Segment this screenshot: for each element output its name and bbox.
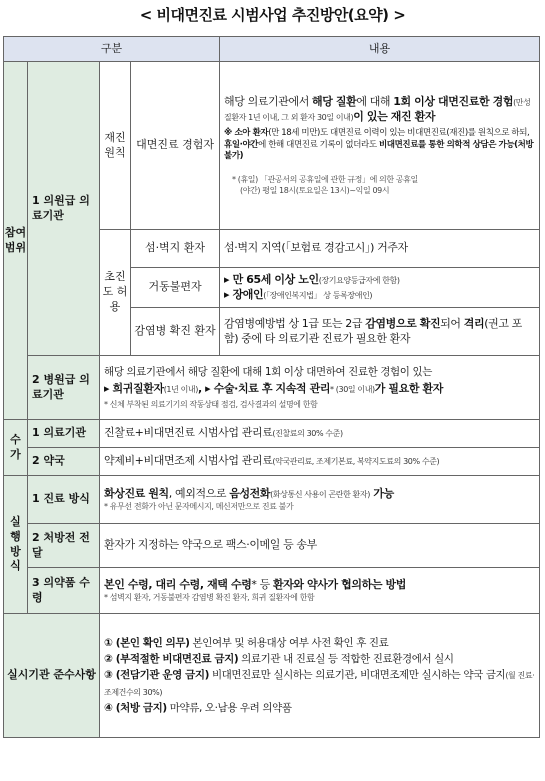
night-note-line: (야간) 평일 18시(토요일은 13시)~익일 09시 [240,185,390,195]
experienced-text: 에 대해 [356,94,394,108]
consult-label: 1 진료 방식 [28,476,100,524]
note-text: 에 한해 대면진료 기록이 없더라도 [258,139,379,150]
holiday-note-line: * (휴일) 「관공서의 공휴일에 관한 규정」에 의한 공휴일 [232,174,418,184]
rule-2 [104,651,535,667]
infection-text: 되어 [440,316,464,330]
header-row [4,37,540,62]
fee-clinic-label: 1 의료기관 [28,420,100,448]
hospital-label: 2 병원급 의료기관 [28,356,100,420]
method-category [4,476,28,614]
experienced-content [220,62,540,230]
rx-label: 2 처방전 전달 [28,524,100,568]
rule-2-text: 의료기관 내 진료실 등 적합한 진료환경에서 실시 [238,653,454,666]
header-content: 내용 [220,37,540,62]
hospital-surgery: , ▸ 수술·치료 후 지속적 관리 [197,381,331,395]
rule-1 [104,635,535,651]
experienced-small: (만성질환자 1년 이내, 그 외 환자 30일 이내) [224,97,531,122]
revisit-label: 재진 원칙 [100,62,131,230]
rules-label: 실시기관 준수사항 [4,614,100,738]
document-title: < 비대면진료 시범사업 추진방안(요약) > [139,6,406,24]
scope-category [4,62,28,420]
rx-content: 환자가 지정하는 약국으로 팩스·이메일 등 송부 [100,524,540,568]
drug-text: 본인 수령, 대리 수령, 재택 수령 [104,577,252,591]
method-label-b: 행 [10,529,21,543]
experienced-note [224,128,535,162]
fee-pharmacy-text: 약제비+비대면조제 시범사업 관리료 [104,454,273,468]
mobility-label: 거동불편자 [131,268,220,308]
infection-text: 격리 [463,316,485,330]
row-fee-pharmacy [4,448,540,476]
experienced-text: 해당 의료기관에서 [224,94,313,108]
rule-1-text: 본인여부 및 허용대상 여부 사전 확인 후 진료 [189,636,389,649]
fee-clinic-note: (진찰료의 30% 수준) [272,429,343,439]
island-label: 섬·벽지 환자 [131,230,220,268]
consult-small: (화상통신 사용이 곤란한 환자) [270,489,370,499]
rule-4-text: 마약류, 오·남용 우려 의약품 [166,701,292,714]
note-bold: 비대면진료를 통한 의학적 상담은 가능(처방 불가) [224,139,534,162]
drug-text: * 등 [251,577,273,591]
drug-content [100,568,540,614]
mobility-content [220,268,540,308]
fee-clinic-content [100,420,540,448]
infection-text: (권고 포함) 중에 타 의료기관 진료가 필요한 환자 [224,316,522,345]
row-method-consult [4,476,540,524]
fee-category [4,420,28,476]
hospital-need: 가 필요한 환자 [374,381,443,395]
consult-text: 가능 [369,486,394,500]
method-label-a: 실 [10,514,21,528]
experienced-text: 해당 질환 [312,94,357,108]
note-bold: 휴일·야간 [224,139,259,150]
clinic-label: 1 의원급 의료기관 [28,62,100,356]
hospital-rare: ▸ 희귀질환자 [104,381,164,395]
hospital-rare-note: (1년 이내) [163,384,198,394]
drug-note: * 섬벽지 환자, 거동불편자 감염병 확진 환자, 희귀 질환자에 한함 [104,592,315,602]
experienced-text: 이 있는 재진 환자 [353,109,436,123]
method-label-d: 식 [10,559,21,573]
infection-text: 감염병으로 확진 [365,316,441,330]
rule-3 [104,667,535,700]
drug-text: 환자와 약사가 협의하는 방법 [272,577,406,591]
row-method-rx [4,524,540,568]
mobility-elderly: ▸ 만 65세 이상 노인 [224,272,319,286]
consult-content [100,476,540,524]
experienced-text: 1회 이상 대면진료한 경험 [393,94,514,108]
infection-content [220,308,540,356]
experienced-label: 대면진료 경험자 [131,62,220,230]
drug-label: 3 의약품 수령 [28,568,100,614]
fee-pharmacy-note: (약국관리료, 조제기본료, 복약지도료의 30% 수준) [272,457,440,467]
summary-table [3,36,540,738]
mobility-elderly-note: (장기요양등급자에 한함) [318,275,400,285]
hospital-note: * 신체 부착된 의료기기의 작동상태 점검, 검사결과의 설명에 한함 [104,399,318,409]
island-content: 섬·벽지 지역(「보험료 경감고시」) 거주자 [220,230,540,268]
mobility-disabled: ▸ 장애인 [224,287,264,301]
holiday-note [224,175,535,197]
infection-text: 감염병예방법 상 1급 또는 2급 [224,316,366,330]
mobility-disabled-note: (「장애인복지법」 상 등록장애인) [263,290,373,300]
fee-pharmacy-content [100,448,540,476]
fee-label-a: 수 [10,432,21,446]
fee-label-b: 가 [10,447,21,461]
method-label-c: 방 [10,544,21,558]
note-bold: ※ 소아 환자 [224,128,269,139]
consult-note: * 유무선 전화가 아닌 문자메시지, 메신저만으로 진료 불가 [104,501,294,511]
rule-1-title: ① (본인 확인 의무) [104,636,190,649]
consult-text: 음성전화 [229,486,271,500]
row-hospital [4,356,540,420]
header-category: 구분 [4,37,220,62]
row-revisit-experienced [4,62,540,230]
hospital-content [100,356,540,420]
hospital-surgery-note: * (30일 이내) [330,384,375,394]
hospital-text: 해당 의료기관에서 해당 질환에 대해 1회 이상 대면하여 진료한 경험이 있는 [104,365,432,378]
fee-pharmacy-label: 2 약국 [28,448,100,476]
first-visit-label: 초진 도 허용 [100,230,131,356]
row-fee-clinic [4,420,540,448]
rule-3-text: 비대면진료만 실시하는 의료기관, 비대면조제만 실시하는 약국 금지 [209,669,506,682]
row-rules [4,614,540,738]
note-text: (만 18세 미만)도 대면진료 이력이 있는 비대면진료(재진)를 원칙으로 하되, [268,128,530,139]
consult-text: , 예외적으로 [168,486,230,500]
fee-clinic-text: 진찰료+비대면진료 시범사업 관리료 [104,426,273,440]
scope-label-b: 범위 [4,240,27,254]
rules-content [100,614,540,738]
consult-text: 화상진료 원칙 [104,486,169,500]
infection-label: 감염병 확진 환자 [131,308,220,356]
row-method-drug [4,568,540,614]
rule-4-title: ④ (처방 금지) [104,701,167,714]
rule-3-title: ③ (전담기관 운영 금지) [104,669,209,682]
rule-2-title: ② (부적절한 비대면진료 금지) [104,653,239,666]
scope-label-a: 참여 [4,225,27,239]
rule-3-note: (월 진료·조제건수의 30%) [104,671,535,697]
rule-4 [104,700,535,716]
